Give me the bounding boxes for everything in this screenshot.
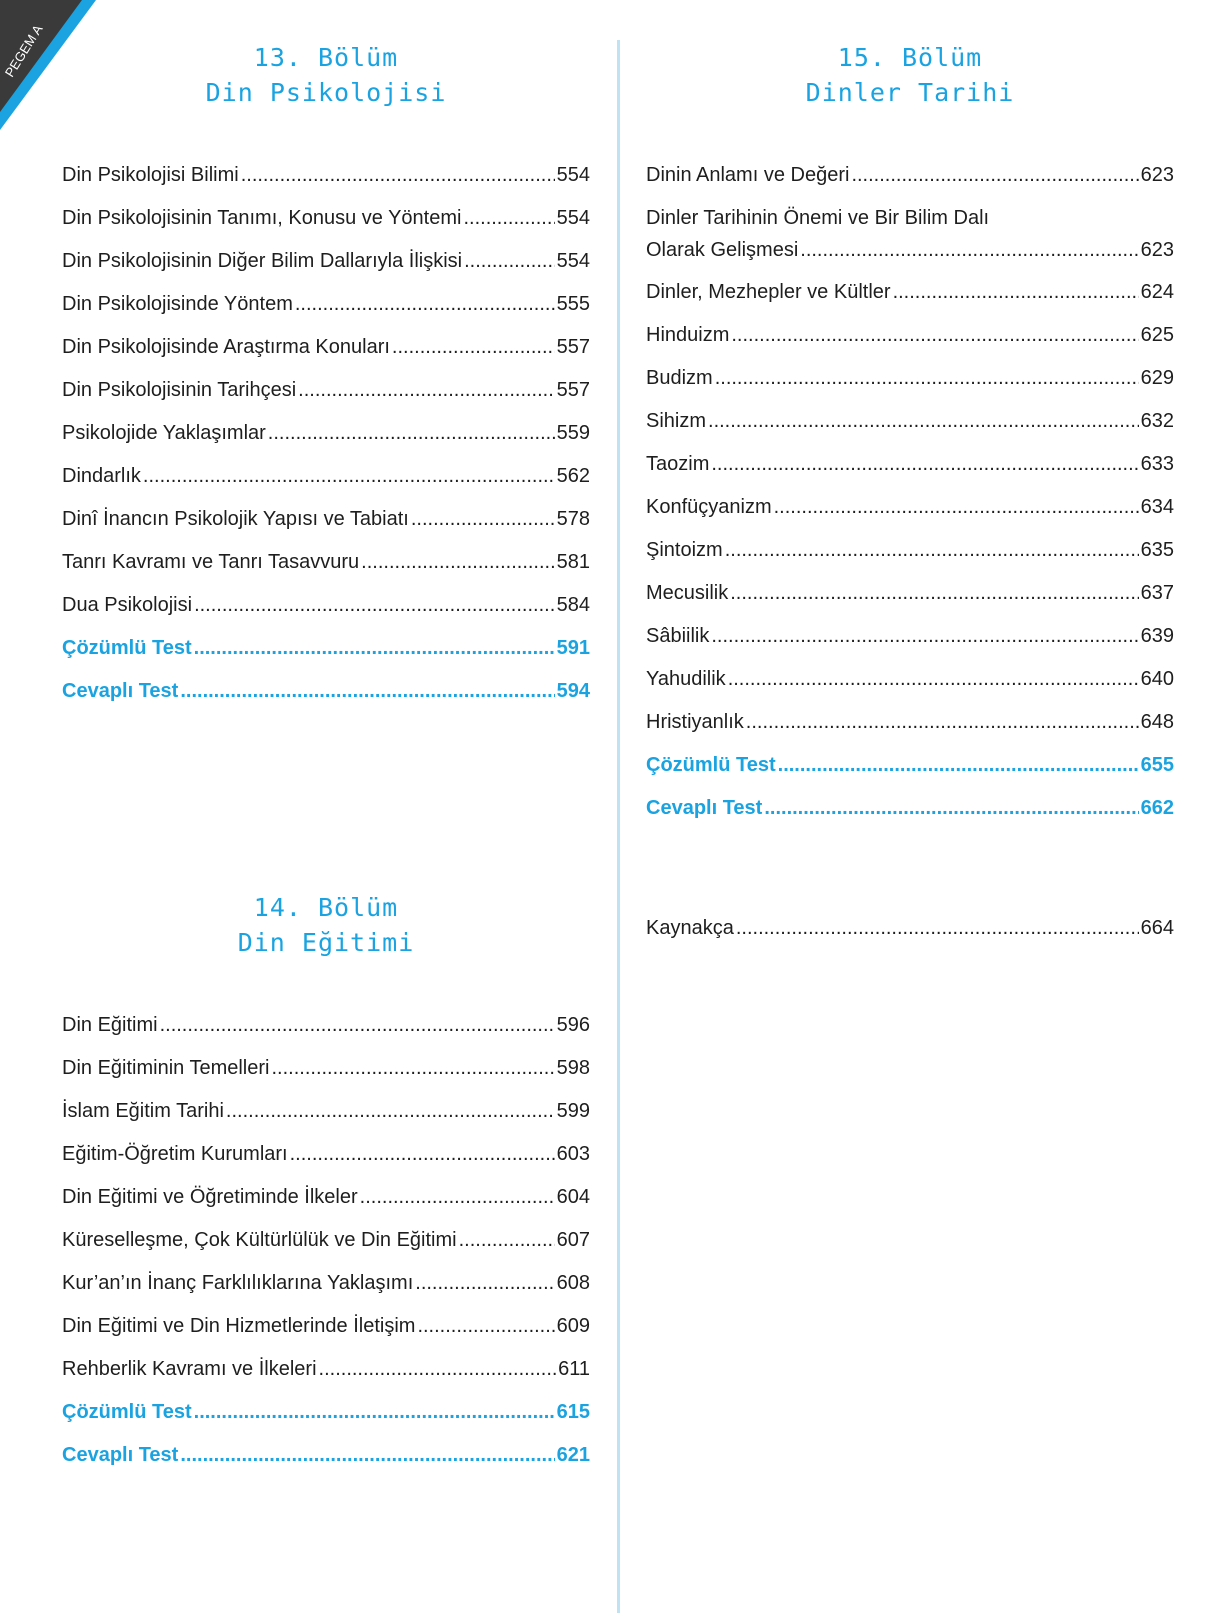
toc-entry[interactable]: Dindarlık ..... 562	[62, 463, 590, 506]
toc-entry[interactable]: Eğitim-Öğretim Kurumları ..... 603	[62, 1141, 590, 1184]
toc-entry[interactable]: İslam Eğitim Tarihi ..... 599	[62, 1098, 590, 1141]
publisher-corner-text: PEGEM A	[1, 22, 46, 80]
toc-entry[interactable]: Din Psikolojisinin Diğer Bilim Dallarıyla İlişkisi ..... 554	[62, 248, 590, 291]
section-13	[62, 40, 590, 721]
toc-entry-answered-test[interactable]: Cevaplı Test ..... 662	[646, 795, 1174, 838]
section-15-entries	[646, 162, 1174, 838]
toc-entry[interactable]: Dinin Anlamı ve Değeri ..... 623	[646, 162, 1174, 205]
toc-entry[interactable]: Küreselleşme, Çok Kültürlülük ve Din Eğitimi ..... 607	[62, 1227, 590, 1270]
toc-entry[interactable]: Yahudilik ..... 640	[646, 666, 1174, 709]
toc-entry[interactable]: Din Eğitiminin Temelleri ..... 598	[62, 1055, 590, 1098]
section-15-title: Dinler Tarihi	[805, 78, 1015, 107]
section-13-entries	[62, 162, 590, 721]
section-14	[62, 890, 590, 1485]
toc-entry[interactable]: Rehberlik Kavramı ve İlkeleri ..... 611	[62, 1356, 590, 1399]
toc-entry[interactable]: Din Psikolojisinde Yöntem ..... 555	[62, 291, 590, 334]
toc-entry[interactable]: Taozim ..... 633	[646, 451, 1174, 494]
section-15-number: 15. Bölüm	[837, 43, 983, 72]
toc-entry[interactable]: Mecusilik ..... 637	[646, 580, 1174, 623]
toc-entry[interactable]: Dinler Tarihinin Önemi ve Bir Bilim Dalı Olarak Gelişmesi ..... 623	[646, 205, 1174, 279]
section-13-heading	[62, 40, 590, 110]
toc-entry[interactable]: Din Psikolojisinde Araştırma Konuları ..... 557	[62, 334, 590, 377]
toc-entry[interactable]: Dua Psikolojisi ..... 584	[62, 592, 590, 635]
toc-entry[interactable]: Konfüçyanizm ..... 634	[646, 494, 1174, 537]
toc-entry[interactable]: Dinler, Mezhepler ve Kültler ..... 624	[646, 279, 1174, 322]
toc-entry[interactable]: Budizm ..... 629	[646, 365, 1174, 408]
toc-entry-solved-test[interactable]: Çözümlü Test ..... 591	[62, 635, 590, 678]
section-15	[646, 40, 1174, 838]
toc-entry[interactable]: Hristiyanlık ..... 648	[646, 709, 1174, 752]
toc-entry[interactable]: Hinduizm ..... 625	[646, 322, 1174, 365]
section-14-title: Din Eğitimi	[237, 928, 415, 957]
toc-entry[interactable]: Din Psikolojisinin Tarihçesi ..... 557	[62, 377, 590, 420]
toc-entry[interactable]: Psikolojide Yaklaşımlar ..... 559	[62, 420, 590, 463]
column-divider	[617, 40, 620, 1613]
toc-entry-answered-test[interactable]: Cevaplı Test ..... 594	[62, 678, 590, 721]
toc-entry[interactable]: Din Eğitimi ..... 596	[62, 1012, 590, 1055]
toc-entry[interactable]: Din Psikolojisinin Tanımı, Konusu ve Yöntemi ..... 554	[62, 205, 590, 248]
toc-entry-solved-test[interactable]: Çözümlü Test ..... 615	[62, 1399, 590, 1442]
toc-entry[interactable]: Tanrı Kavramı ve Tanrı Tasavvuru ..... 581	[62, 549, 590, 592]
section-13-number: 13. Bölüm	[253, 43, 399, 72]
toc-entry-solved-test[interactable]: Çözümlü Test ..... 655	[646, 752, 1174, 795]
toc-entry[interactable]: Sihizm ..... 632	[646, 408, 1174, 451]
toc-entry[interactable]: Din Eğitimi ve Öğretiminde İlkeler ..... 604	[62, 1184, 590, 1227]
toc-entry[interactable]: Sâbiilik ..... 639	[646, 623, 1174, 666]
toc-entry[interactable]: Din Eğitimi ve Din Hizmetlerinde İletişim ..... 609	[62, 1313, 590, 1356]
bibliography-section	[646, 915, 1174, 945]
toc-entry-bibliography[interactable]: Kaynakça ..... 664	[646, 915, 1174, 945]
toc-entry[interactable]: Dinî İnancın Psikolojik Yapısı ve Tabiatı ..... 578	[62, 506, 590, 549]
section-14-number: 14. Bölüm	[253, 893, 399, 922]
section-14-entries	[62, 1012, 590, 1485]
toc-entry-answered-test[interactable]: Cevaplı Test ..... 621	[62, 1442, 590, 1485]
section-15-heading	[646, 40, 1174, 110]
toc-entry[interactable]: Şintoizm ..... 635	[646, 537, 1174, 580]
section-14-heading	[62, 890, 590, 960]
section-13-title: Din Psikolojisi	[205, 78, 447, 107]
toc-entry[interactable]: Kur’an’ın İnanç Farklılıklarına Yaklaşımı ..... 608	[62, 1270, 590, 1313]
toc-entry[interactable]: Din Psikolojisi Bilimi ..... 554	[62, 162, 590, 205]
